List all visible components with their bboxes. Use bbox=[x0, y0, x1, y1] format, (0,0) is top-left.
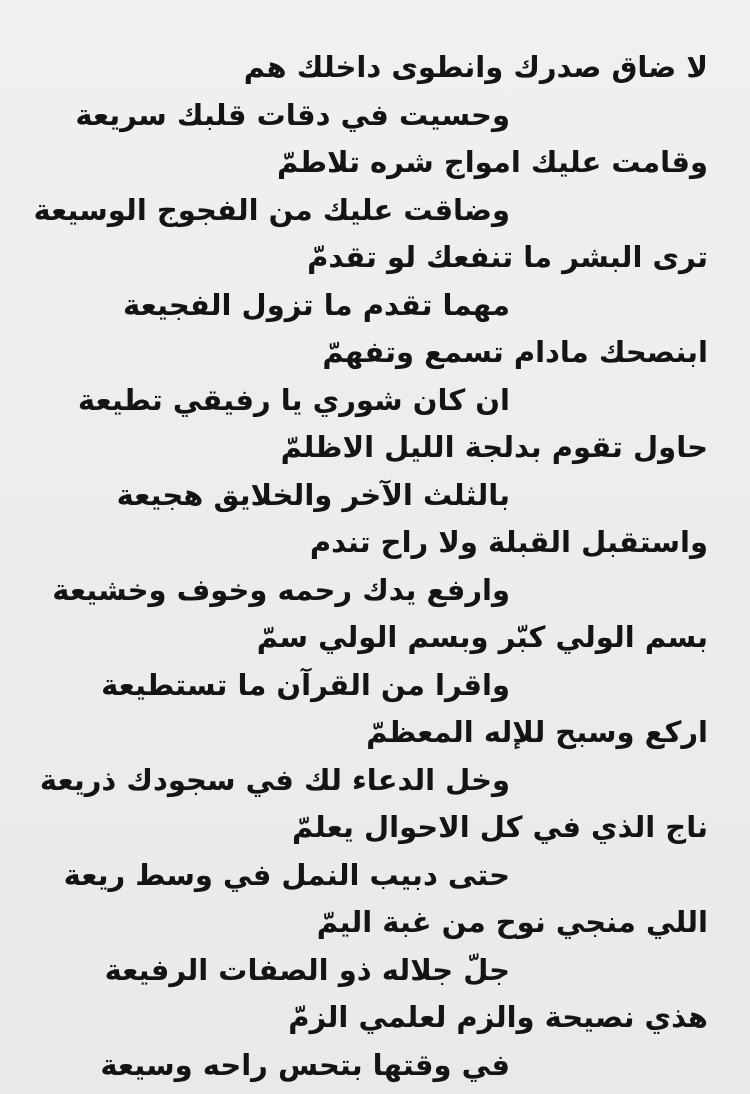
poem-line-7: ابنصحك مادام تسمع وتفهمّ bbox=[322, 335, 708, 369]
poem-line-11: واستقبل القبلة ولا راح تندم bbox=[309, 525, 708, 559]
poem-line-19: اللي منجي نوح من غبة اليمّ bbox=[316, 905, 708, 939]
poem-line-20: جلّ جلاله ذو الصفات الرفيعة bbox=[104, 952, 510, 987]
poem-line-15: اركع وسبح للإله المعظمّ bbox=[366, 715, 708, 749]
poem-line-5: ترى البشر ما تنفعك لو تقدمّ bbox=[307, 240, 708, 274]
poem-line-13: بسم الولي كبّر وبسم الولي سمّ bbox=[256, 620, 708, 654]
poem-line-4: وضاقت عليك من الفجوج الوسيعة bbox=[33, 192, 510, 227]
poem-line-14: واقرا من القرآن ما تستطيعة bbox=[101, 667, 510, 702]
poem-line-17: ناج الذي في كل الاحوال يعلمّ bbox=[292, 810, 708, 844]
poem-line-6: مهما تقدم ما تزول الفجيعة bbox=[123, 287, 510, 322]
poem-line-9: حاول تقوم بدلجة الليل الاظلمّ bbox=[280, 430, 708, 464]
poem-line-1: لا ضاق صدرك وانطوى داخلك هم bbox=[243, 50, 708, 84]
poem-line-3: وقامت عليك امواج شره تلاطمّ bbox=[277, 145, 708, 179]
poem-line-10: بالثلث الآخر والخلايق هجيعة bbox=[116, 477, 510, 512]
poem-line-16: وخل الدعاء لك في سجودك ذريعة bbox=[39, 762, 510, 797]
poem-text bbox=[0, 44, 750, 1089]
poem-line-12: وارفع يدك رحمه وخوف وخشيعة bbox=[52, 572, 510, 607]
poem-line-18: حتى دبيب النمل في وسط ريعة bbox=[63, 857, 510, 892]
poem-line-2: وحسيت في دقات قلبك سريعة bbox=[75, 97, 510, 132]
poem-line-21: هذي نصيحة والزم لعلمي الزمّ bbox=[288, 1000, 708, 1034]
poem-line-8: ان كان شوري يا رفيقي تطيعة bbox=[77, 382, 510, 417]
poem-line-22: في وقتها بتحس راحه وسيعة bbox=[100, 1047, 510, 1082]
